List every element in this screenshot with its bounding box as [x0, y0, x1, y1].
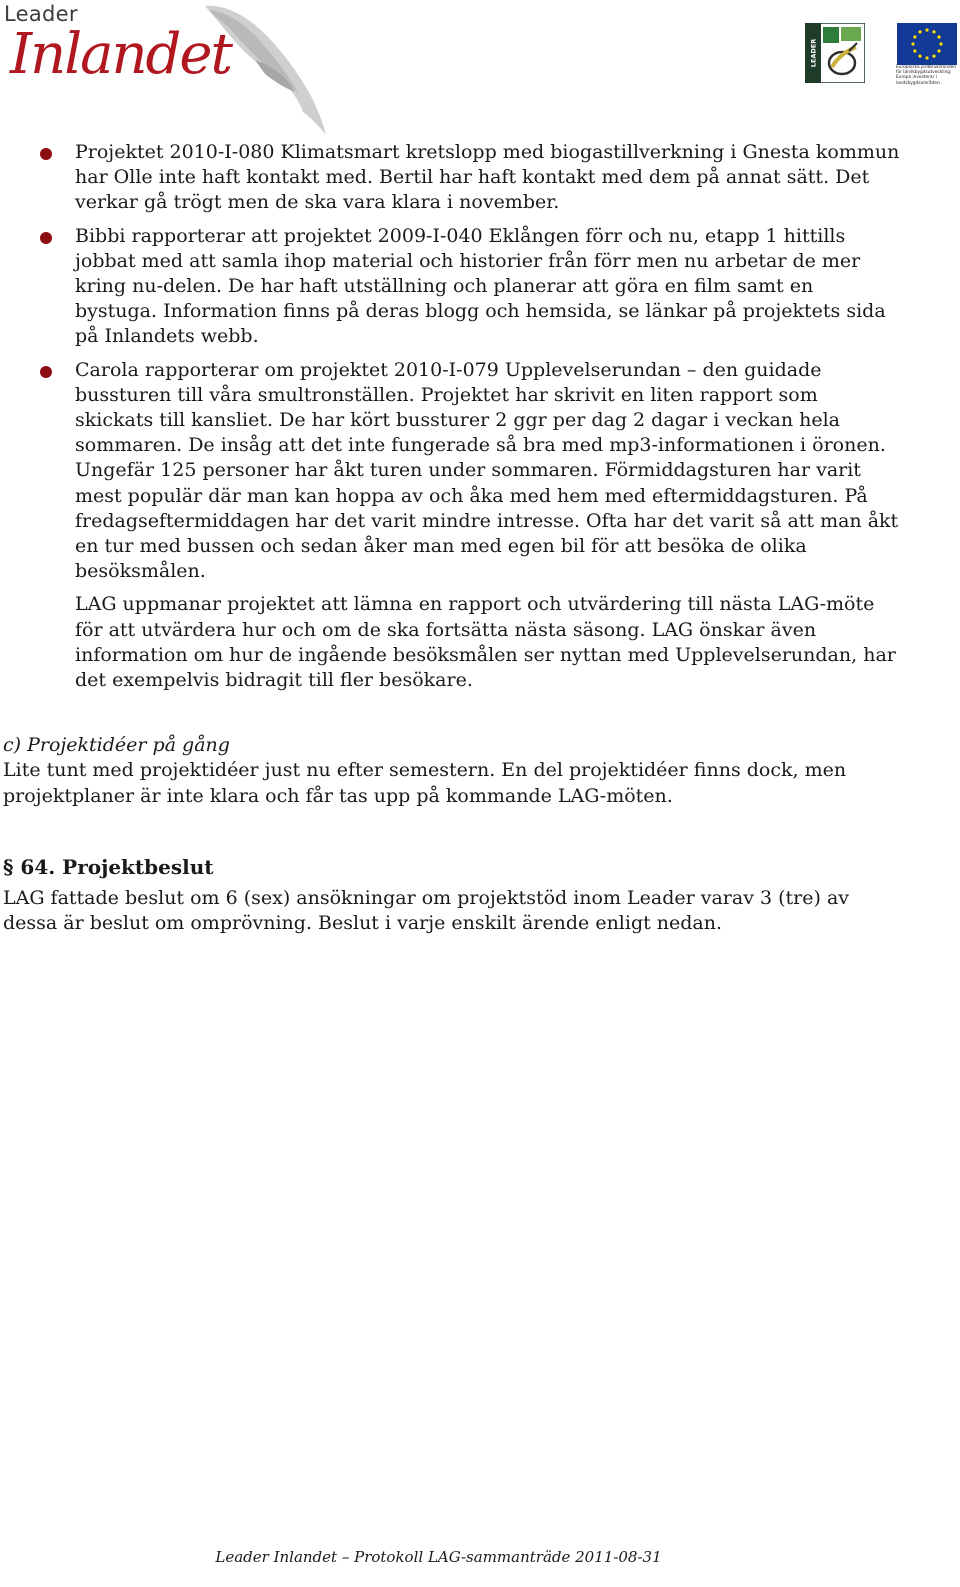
- section-title: § 64. Projektbeslut: [3, 854, 214, 879]
- bullet-text: Projektet 2010-I-080 Klimatsmart kretslopp med biogastillverkning i Gnesta kommun har Olle inte haft kontakt med. Bertil har haft kontakt med dem på annat sätt. Det verkar gå trögt men de ska vara klara i november.: [75, 141, 900, 214]
- eu-caption: Europeiska jordbruksfonden för landsbygdsutveckling: Europa investerar i landsbygdsområden: [896, 65, 957, 86]
- bullet-text: Bibbi rapporterar att projektet 2009-I-040 Eklången förr och nu, etapp 1 hittills jobbat med att samla ihop material och historier från förr men nu arbetar de mer kring nu-delen. De har haft utställning och planerar att göra en film samt en bystuga. Information finns på deras blogg och hemsida, se länkar på projektets sida på Inlandets webb.: [75, 224, 886, 348]
- lag-paragraph: LAG uppmanar projektet att lämna en rapport och utvärdering till nästa LAG-möte för att utvärdera hur och om de ska fortsätta nästa säsong. LAG önskar även information om hur de ingående besöksmålen ser nyttan med Upplevelserundan, har det exempelvis bidragit till fler besökare.: [75, 593, 896, 692]
- list-item: [0, 224, 900, 350]
- page-footer: Leader Inlandet – Protokoll LAG-sammanträde 2011-08-31: [215, 1548, 662, 1566]
- logo-inlandet-text: Inlandet: [10, 22, 232, 87]
- list-item: [0, 140, 900, 216]
- subsection-text: Lite tunt med projektidéer just nu efter semestern. En del projektidéer finns dock, men projektplaner är inte klara och får tas upp på kommande LAG-möten.: [3, 759, 847, 807]
- bullet-dot-icon: [40, 366, 52, 378]
- section-text: LAG fattade beslut om 6 (sex) ansökningar om projektstöd inom Leader varav 3 (tre) av dessa är beslut om omprövning. Beslut i varje enskilt ärende enligt nedan.: [3, 887, 850, 935]
- eu-flag-icon: [897, 23, 957, 65]
- document-body: [0, 140, 900, 936]
- list-item: [0, 358, 900, 585]
- bullet-list: [0, 140, 900, 584]
- leader-badge-label: LEADER: [809, 38, 818, 68]
- logo-leader-text: Leader: [4, 2, 78, 26]
- bullet-text: Carola rapporterar om projektet 2010-I-079 Upplevelserundan – den guidade bussturen till våra smultronställen. Projektet har skrivit en liten rapport som skickats till kansliet. De har kört bussturer 2 ggr per dag 2 dagar i veckan hela sommaren. De insåg att det inte fungerade så bra med mp3-informationen i öronen. Ungefär 125 personer har åkt turen under sommaren. Förmiddagsturen har varit mest populär där man kan hoppa av och åka med hem med eftermiddagsturen. På fredagseftermiddagen har det varit mindre intresse. Ofta har det varit så att man åkt en tur med bussen och sedan åker man med egen bil för att besöka de olika besöksmålen.: [75, 358, 899, 583]
- page-header: [0, 0, 960, 140]
- subsection-title: c) Projektidéer på gång: [3, 734, 230, 757]
- leader-badge-icon: [805, 23, 865, 83]
- leader-inlandet-logo: [0, 0, 340, 140]
- bullet-dot-icon: [40, 148, 52, 160]
- bullet-dot-icon: [40, 232, 52, 244]
